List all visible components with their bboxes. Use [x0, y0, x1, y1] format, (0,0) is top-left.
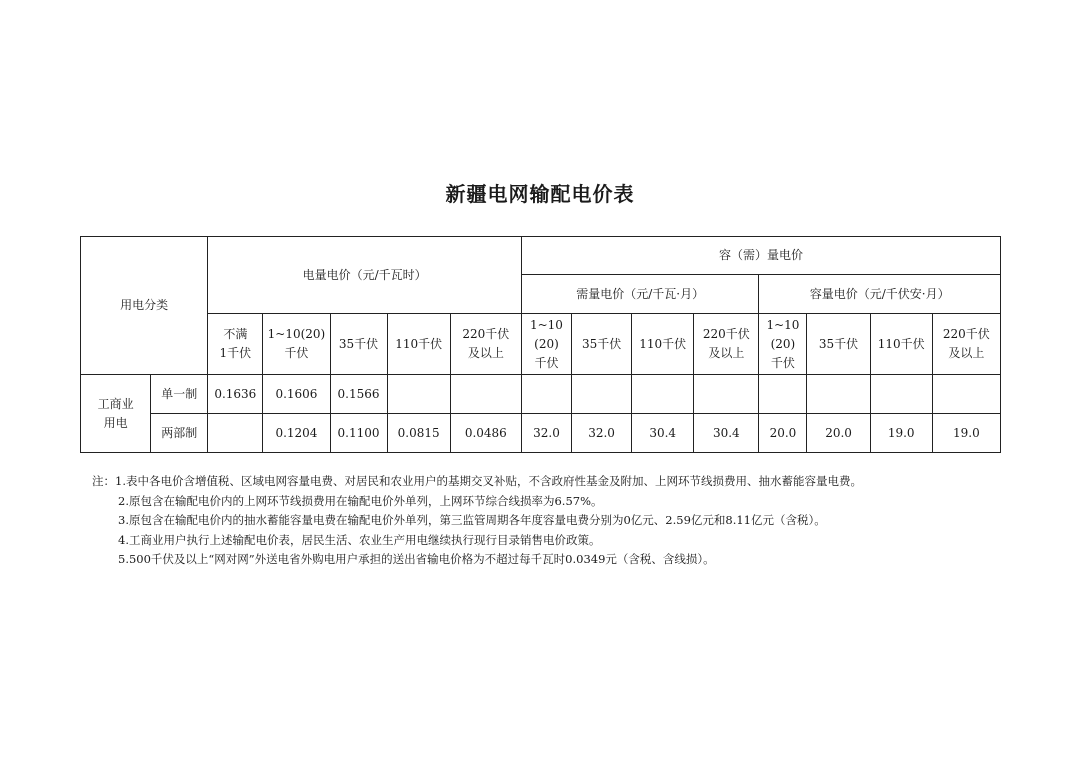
- table-cell: [521, 375, 571, 414]
- table-cell: [870, 375, 932, 414]
- page-title: 新疆电网输配电价表: [445, 182, 635, 206]
- table-cell: 0.1204: [263, 414, 330, 453]
- table-cell: [632, 375, 694, 414]
- table-cell: [387, 375, 450, 414]
- table-cell: 0.0815: [387, 414, 450, 453]
- col-header: 不满 1千伏: [208, 314, 263, 375]
- note-item: 3.原包含在输配电价内的抽水蓄能容量电费在输配电价外单列，第三监管周期各年度容量电费分别为0亿元、2.59亿元和8.11亿元（含税）。: [118, 513, 826, 527]
- table-row: [81, 414, 1001, 453]
- note-item: 注：1.表中各电价含增值税、区域电网容量电费、对居民和农业用户的基期交叉补贴，不含政府性基金及附加、上网环节线损费用、抽水蓄能容量电费。: [92, 474, 862, 488]
- header-demand-price: 需量电价（元/千瓦·月）: [521, 275, 758, 314]
- note-item: 4.工商业用户执行上述输配电价表，居民生活、农业生产用电继续执行现行目录销售电价政策。: [118, 532, 601, 547]
- col-header: 220千伏 及以上: [932, 314, 1000, 375]
- col-header: 35千伏: [330, 314, 387, 375]
- row-label: 单一制: [151, 375, 208, 414]
- table-cell: [450, 375, 521, 414]
- col-header: 35千伏: [807, 314, 870, 375]
- table-cell: [572, 375, 632, 414]
- header-capacity-sub-price: 容量电价（元/千伏安·月）: [759, 275, 1001, 314]
- note-item: 5.500千伏及以上“网对网”外送电省外购电用户承担的送出省输电价格为不超过每千瓦时0.0349元（含税、含线损）。: [118, 552, 715, 566]
- table-cell: [932, 375, 1000, 414]
- col-header: 110千伏: [632, 314, 694, 375]
- table-cell: 30.4: [632, 414, 694, 453]
- table-cell: 20.0: [807, 414, 870, 453]
- table-cell: 0.1100: [330, 414, 387, 453]
- col-header: 35千伏: [572, 314, 632, 375]
- col-header: 1~10 (20) 千伏: [759, 314, 807, 375]
- header-capacity-price: 容（需）量电价: [521, 237, 1000, 275]
- table-cell: [759, 375, 807, 414]
- notes: [92, 472, 1032, 570]
- table-cell: 20.0: [759, 414, 807, 453]
- col-header: 220千伏 及以上: [450, 314, 521, 375]
- row-label: 两部制: [151, 414, 208, 453]
- col-header: 110千伏: [387, 314, 450, 375]
- table-cell: 0.0486: [450, 414, 521, 453]
- col-header: 1~10 (20) 千伏: [521, 314, 571, 375]
- col-header: 110千伏: [870, 314, 932, 375]
- header-category: 用电分类: [81, 237, 208, 375]
- col-header: 1~10(20) 千伏: [263, 314, 330, 375]
- table-cell: 30.4: [694, 414, 759, 453]
- note-item: 2.原包含在输配电价内的上网环节线损费用在输配电价外单列，上网环节综合线损率为6.57%。: [118, 493, 603, 508]
- table-cell: 19.0: [870, 414, 932, 453]
- tariff-table: [80, 236, 1001, 453]
- row-group-label: 工商业 用电: [81, 375, 151, 453]
- table-cell: 0.1606: [263, 375, 330, 414]
- header-energy-price: 电量电价（元/千瓦时）: [208, 237, 522, 314]
- table-cell: [807, 375, 870, 414]
- table-cell: [694, 375, 759, 414]
- table-row: [81, 375, 1001, 414]
- table-cell: 0.1636: [208, 375, 263, 414]
- table-cell: 19.0: [932, 414, 1000, 453]
- table-cell: 32.0: [521, 414, 571, 453]
- col-header: 220千伏 及以上: [694, 314, 759, 375]
- table-cell: 0.1566: [330, 375, 387, 414]
- table-cell: [208, 414, 263, 453]
- table-cell: 32.0: [572, 414, 632, 453]
